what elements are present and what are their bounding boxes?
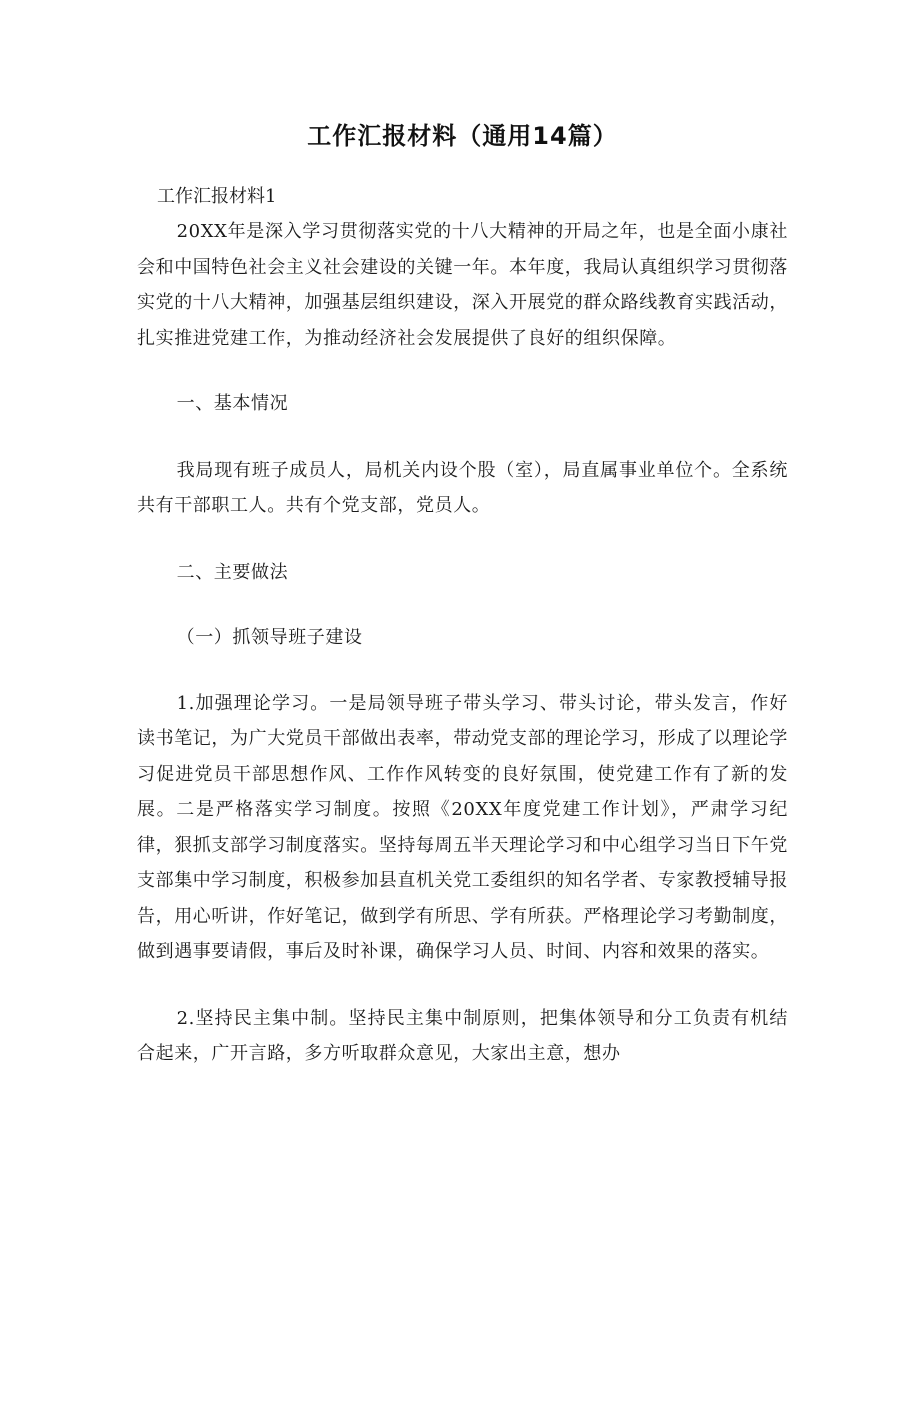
paragraph-item-1: 1.加强理论学习。一是局领导班子带头学习、带头讨论，带头发言，作好读书笔记，为广大党员干部做出表率，带动党支部的理论学习，形成了以理论学习促进党员干部思想作风、工作作风转变的良好氛围，使党建工作有了新的发展。二是严格落实学习制度。按照《20XX年度党建工作计划》，严肃学习纪律，狠抓支部学习制度落实。坚持每周五半天理论学习和中心组学习当日下午党支部集中学习制度，积极参加县直机关党工委组织的知名学者、专家教授辅导报告，用心听讲，作好笔记，做到学有所思、学有所获。严格理论学习考勤制度，做到遇事要请假，事后及时补课，确保学习人员、时间、内容和效果的落实。 bbox=[137, 692, 788, 962]
heading-basic-situation: 一、基本情况 bbox=[176, 393, 289, 414]
section-title: 工作汇报材料1 bbox=[157, 186, 277, 207]
document-title: 工作汇报材料（通用14篇） bbox=[307, 122, 618, 150]
subheading-leadership-building: （一）抓领导班子建设 bbox=[176, 627, 363, 648]
heading-main-practices: 二、主要做法 bbox=[176, 561, 289, 583]
paragraph-basic-situation: 我局现有班子成员人，局机关内设个股（室），局直属事业单位个。全系统共有干部职工人。共有个党支部，党员人。 bbox=[137, 459, 788, 516]
paragraph-intro: 20XX年是深入学习贯彻落实党的十八大精神的开局之年，也是全面小康社会和中国特色社会主义社会建设的关键一年。本年度，我局认真组织学习贯彻落实党的十八大精神，加强基层组织建设，深入开展党的群众路线教育实践活动，扎实推进党建工作，为推动经济社会发展提供了良好的组织保障。 bbox=[137, 221, 788, 349]
paragraph-item-2: 2.坚持民主集中制。坚持民主集中制原则，把集体领导和分工负责有机结合起来，广开言路，多方听取群众意见，大家出主意，想办 bbox=[137, 1007, 788, 1064]
document-page bbox=[0, 118, 920, 1419]
